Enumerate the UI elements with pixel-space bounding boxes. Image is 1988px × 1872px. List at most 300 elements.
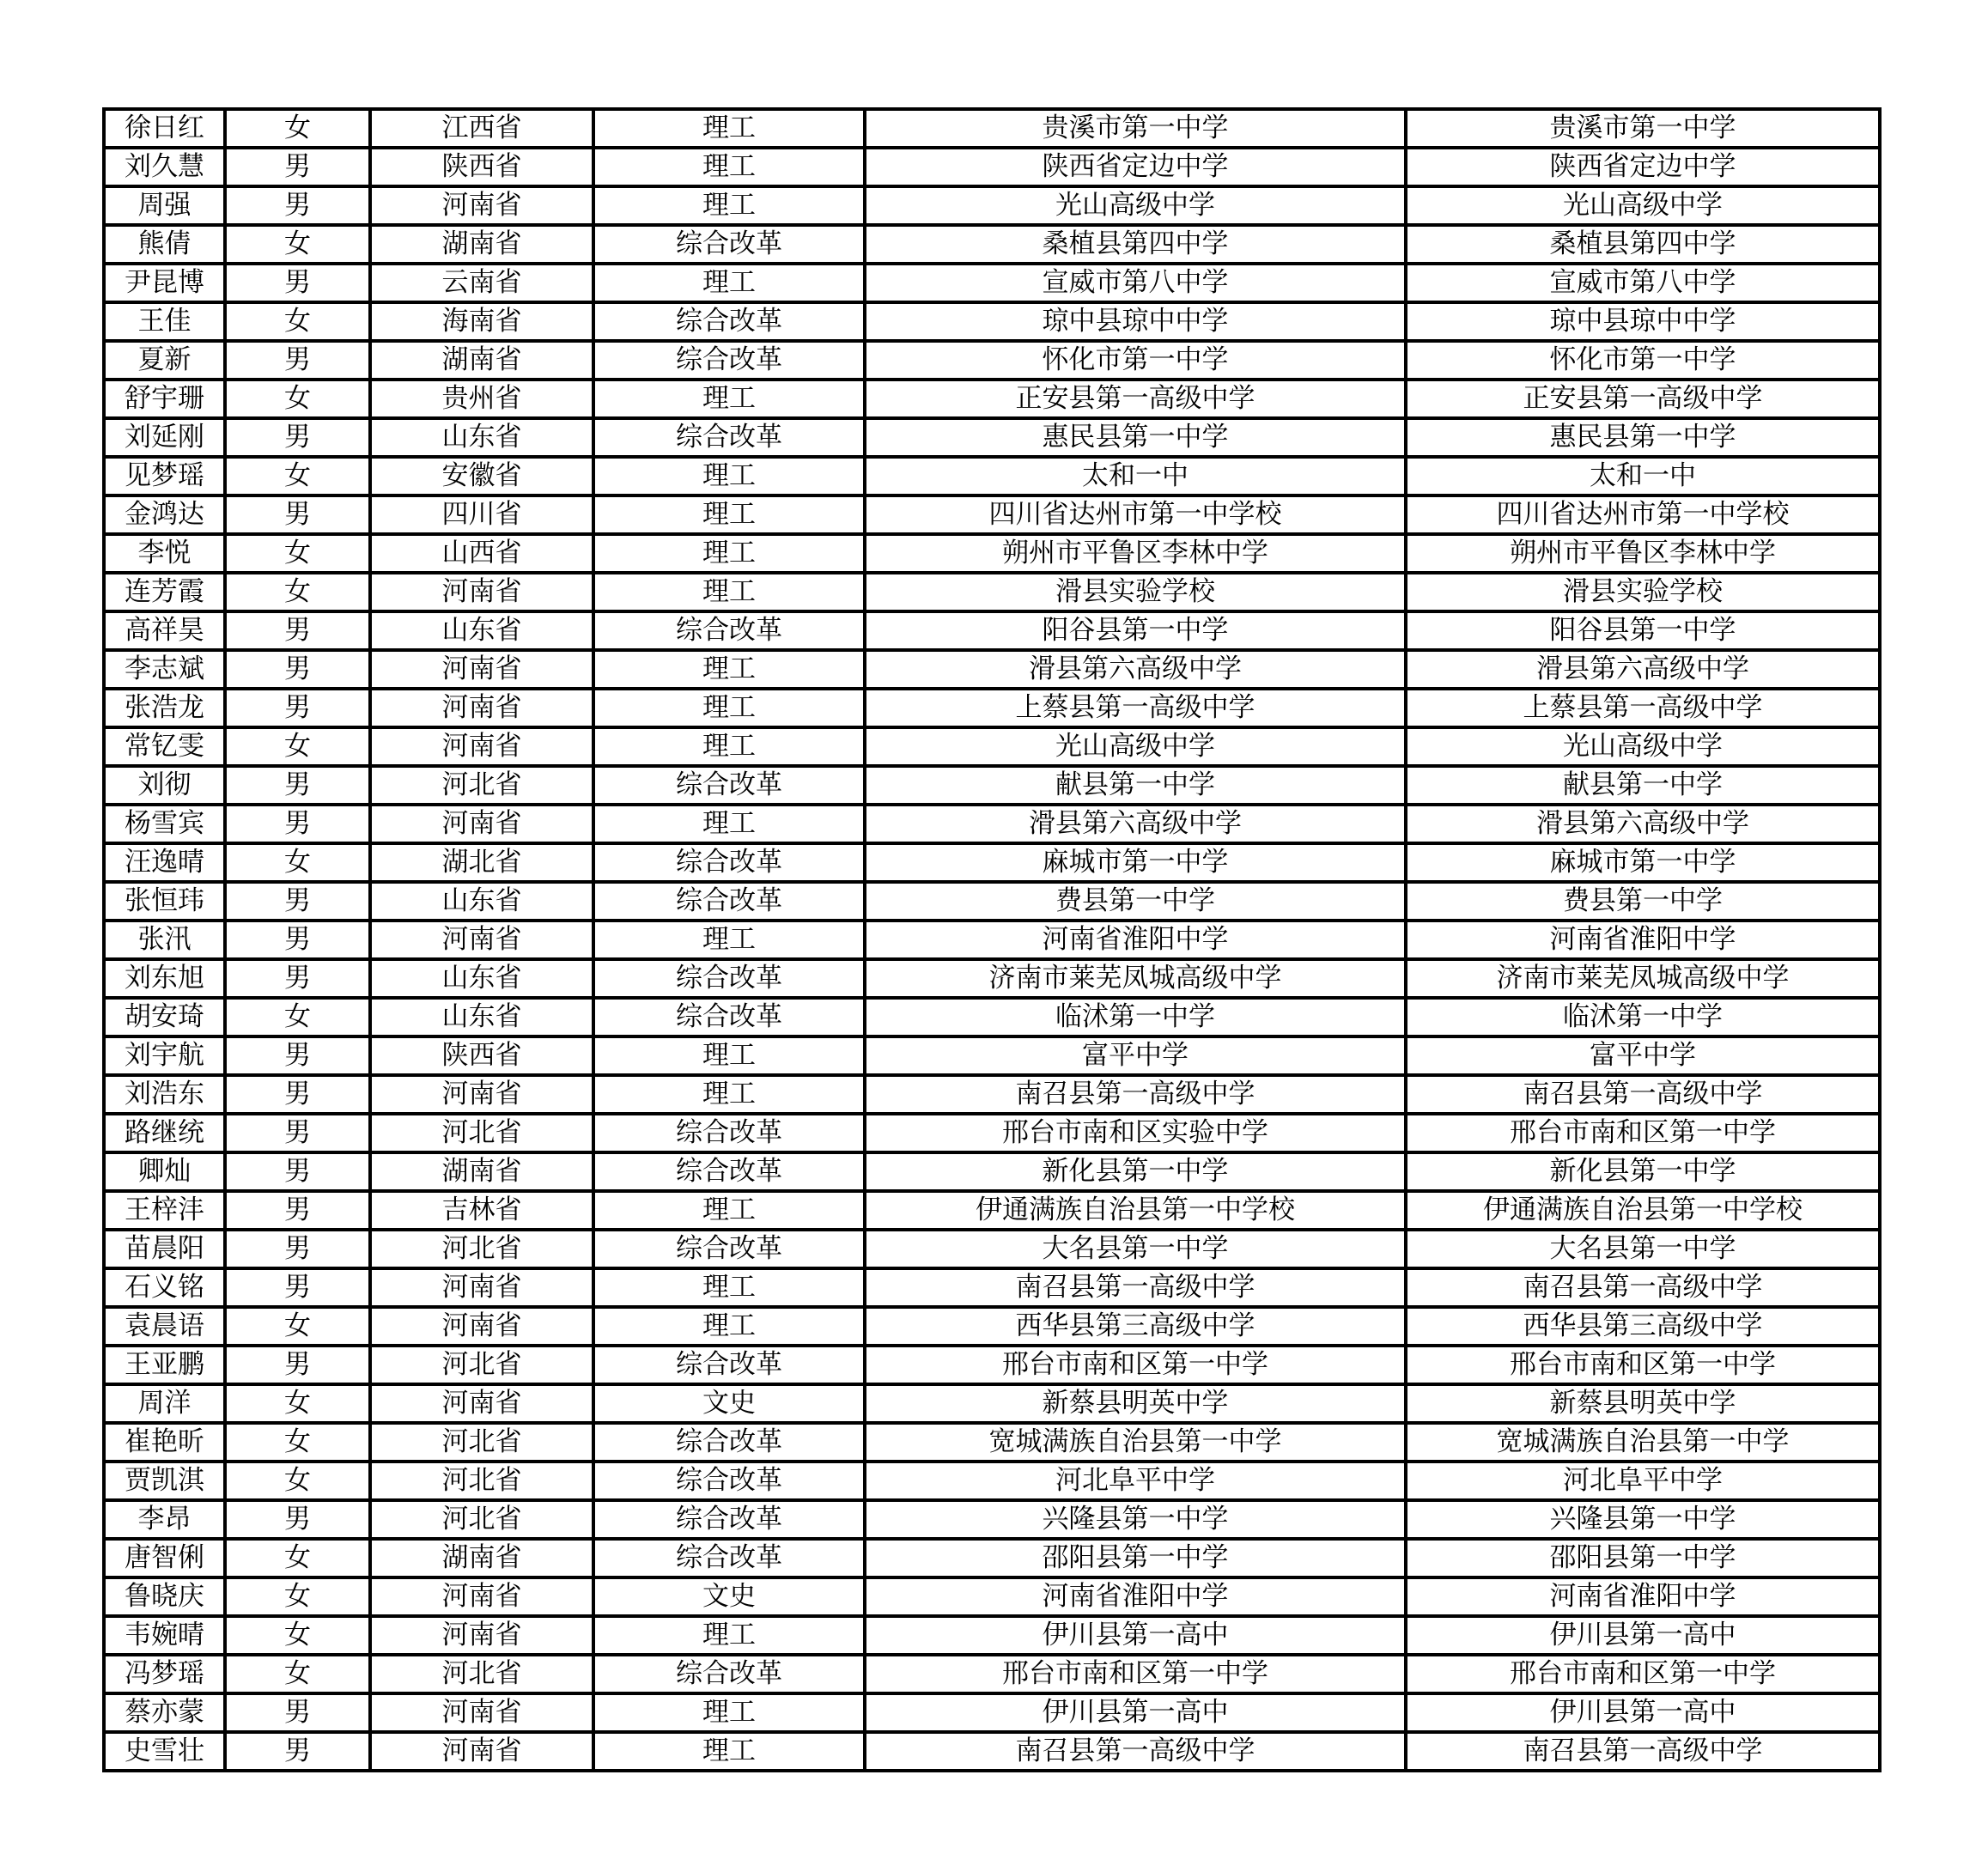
school-cell-2: 南召县第一高级中学 [1406, 1268, 1880, 1307]
school-cell-2: 四川省达州市第一中学校 [1406, 495, 1880, 534]
province-cell: 河南省 [370, 1075, 593, 1114]
name-cell: 王梓沣 [104, 1191, 225, 1230]
school-cell-2: 邢台市南和区第一中学 [1406, 1655, 1880, 1693]
school-cell-2: 怀化市第一中学 [1406, 341, 1880, 380]
school-cell: 邢台市南和区第一中学 [865, 1346, 1406, 1384]
school-cell: 富平中学 [865, 1036, 1406, 1075]
table-row [104, 689, 1880, 727]
school-cell: 费县第一中学 [865, 882, 1406, 921]
province-cell: 海南省 [370, 302, 593, 341]
province-cell: 河南省 [370, 689, 593, 727]
category-cell: 理工 [593, 727, 865, 766]
category-cell: 综合改革 [593, 1539, 865, 1577]
table-row [104, 186, 1880, 225]
province-cell: 湖南省 [370, 341, 593, 380]
gender-cell: 男 [225, 689, 370, 727]
category-cell: 理工 [593, 1732, 865, 1771]
school-cell: 临沭第一中学 [865, 998, 1406, 1036]
province-cell: 河北省 [370, 1346, 593, 1384]
province-cell: 云南省 [370, 264, 593, 302]
name-cell: 刘浩东 [104, 1075, 225, 1114]
name-cell: 金鸿达 [104, 495, 225, 534]
gender-cell: 女 [225, 380, 370, 418]
province-cell: 河北省 [370, 1230, 593, 1268]
table-row [104, 1075, 1880, 1114]
school-cell: 光山高级中学 [865, 186, 1406, 225]
table-row [104, 998, 1880, 1036]
table-row [104, 805, 1880, 843]
school-cell: 南召县第一高级中学 [865, 1732, 1406, 1771]
category-cell: 综合改革 [593, 418, 865, 457]
table-row [104, 1577, 1880, 1616]
province-cell: 湖南省 [370, 1152, 593, 1191]
province-cell: 吉林省 [370, 1191, 593, 1230]
gender-cell: 男 [225, 611, 370, 650]
name-cell: 崔艳昕 [104, 1423, 225, 1462]
school-cell: 宽城满族自治县第一中学 [865, 1423, 1406, 1462]
school-cell-2: 新化县第一中学 [1406, 1152, 1880, 1191]
category-cell: 综合改革 [593, 611, 865, 650]
gender-cell: 男 [225, 959, 370, 998]
category-cell: 理工 [593, 457, 865, 495]
name-cell: 路继统 [104, 1114, 225, 1152]
name-cell: 蔡亦蒙 [104, 1693, 225, 1732]
school-cell-2: 上蔡县第一高级中学 [1406, 689, 1880, 727]
school-cell: 伊川县第一高中 [865, 1616, 1406, 1655]
school-cell: 怀化市第一中学 [865, 341, 1406, 380]
school-cell-2: 富平中学 [1406, 1036, 1880, 1075]
gender-cell: 男 [225, 1114, 370, 1152]
table-row [104, 843, 1880, 882]
school-cell: 滑县实验学校 [865, 573, 1406, 611]
province-cell: 山东省 [370, 959, 593, 998]
category-cell: 综合改革 [593, 843, 865, 882]
name-cell: 胡安琦 [104, 998, 225, 1036]
name-cell: 李悦 [104, 534, 225, 573]
table-row [104, 573, 1880, 611]
name-cell: 刘延刚 [104, 418, 225, 457]
school-cell: 贵溪市第一中学 [865, 109, 1406, 148]
province-cell: 河北省 [370, 1114, 593, 1152]
school-cell: 滑县第六高级中学 [865, 805, 1406, 843]
name-cell: 刘东旭 [104, 959, 225, 998]
name-cell: 舒宇珊 [104, 380, 225, 418]
category-cell: 综合改革 [593, 1423, 865, 1462]
school-cell: 伊通满族自治县第一中学校 [865, 1191, 1406, 1230]
table-row [104, 1230, 1880, 1268]
category-cell: 理工 [593, 264, 865, 302]
category-cell: 理工 [593, 573, 865, 611]
name-cell: 袁晨语 [104, 1307, 225, 1346]
table-row [104, 109, 1880, 148]
school-cell-2: 滑县第六高级中学 [1406, 805, 1880, 843]
gender-cell: 女 [225, 1616, 370, 1655]
province-cell: 山东省 [370, 882, 593, 921]
name-cell: 熊倩 [104, 225, 225, 264]
gender-cell: 女 [225, 1307, 370, 1346]
name-cell: 杨雪宾 [104, 805, 225, 843]
province-cell: 河南省 [370, 1616, 593, 1655]
table-row [104, 1384, 1880, 1423]
school-cell: 河北阜平中学 [865, 1462, 1406, 1500]
province-cell: 陕西省 [370, 148, 593, 186]
category-cell: 理工 [593, 805, 865, 843]
category-cell: 综合改革 [593, 1152, 865, 1191]
category-cell: 理工 [593, 1693, 865, 1732]
name-cell: 鲁晓庆 [104, 1577, 225, 1616]
table-row [104, 1500, 1880, 1539]
school-cell-2: 大名县第一中学 [1406, 1230, 1880, 1268]
name-cell: 石义铭 [104, 1268, 225, 1307]
school-cell-2: 惠民县第一中学 [1406, 418, 1880, 457]
school-cell: 桑植县第四中学 [865, 225, 1406, 264]
name-cell: 徐日红 [104, 109, 225, 148]
table-row [104, 1693, 1880, 1732]
school-cell-2: 费县第一中学 [1406, 882, 1880, 921]
gender-cell: 男 [225, 418, 370, 457]
table-row [104, 766, 1880, 805]
gender-cell: 男 [225, 766, 370, 805]
school-cell-2: 献县第一中学 [1406, 766, 1880, 805]
gender-cell: 女 [225, 225, 370, 264]
province-cell: 河南省 [370, 921, 593, 959]
school-cell: 四川省达州市第一中学校 [865, 495, 1406, 534]
gender-cell: 女 [225, 109, 370, 148]
table-row [104, 1616, 1880, 1655]
province-cell: 湖南省 [370, 225, 593, 264]
school-cell-2: 桑植县第四中学 [1406, 225, 1880, 264]
school-cell: 阳谷县第一中学 [865, 611, 1406, 650]
name-cell: 汪逸晴 [104, 843, 225, 882]
table-row [104, 650, 1880, 689]
name-cell: 张汛 [104, 921, 225, 959]
school-cell: 献县第一中学 [865, 766, 1406, 805]
school-cell: 南召县第一高级中学 [865, 1075, 1406, 1114]
gender-cell: 男 [225, 341, 370, 380]
table-row [104, 1423, 1880, 1462]
name-cell: 张恒玮 [104, 882, 225, 921]
province-cell: 河南省 [370, 805, 593, 843]
school-cell-2: 麻城市第一中学 [1406, 843, 1880, 882]
category-cell: 理工 [593, 1075, 865, 1114]
school-cell: 西华县第三高级中学 [865, 1307, 1406, 1346]
gender-cell: 男 [225, 1346, 370, 1384]
school-cell: 麻城市第一中学 [865, 843, 1406, 882]
school-cell-2: 伊川县第一高中 [1406, 1616, 1880, 1655]
table-row [104, 1346, 1880, 1384]
table-body [104, 109, 1880, 1771]
name-cell: 韦婉晴 [104, 1616, 225, 1655]
category-cell: 理工 [593, 109, 865, 148]
gender-cell: 女 [225, 1384, 370, 1423]
province-cell: 河南省 [370, 1732, 593, 1771]
school-cell: 宣威市第八中学 [865, 264, 1406, 302]
category-cell: 理工 [593, 1268, 865, 1307]
province-cell: 河南省 [370, 573, 593, 611]
category-cell: 理工 [593, 1307, 865, 1346]
name-cell: 常钇雯 [104, 727, 225, 766]
student-list-table [102, 107, 1882, 1772]
table-row [104, 495, 1880, 534]
school-cell-2: 伊川县第一高中 [1406, 1693, 1880, 1732]
name-cell: 周洋 [104, 1384, 225, 1423]
school-cell: 正安县第一高级中学 [865, 380, 1406, 418]
gender-cell: 女 [225, 302, 370, 341]
province-cell: 山东省 [370, 998, 593, 1036]
school-cell: 新化县第一中学 [865, 1152, 1406, 1191]
gender-cell: 男 [225, 186, 370, 225]
name-cell: 李昂 [104, 1500, 225, 1539]
table-row [104, 921, 1880, 959]
province-cell: 河北省 [370, 1462, 593, 1500]
gender-cell: 女 [225, 843, 370, 882]
table-row [104, 341, 1880, 380]
province-cell: 山东省 [370, 611, 593, 650]
school-cell-2: 陕西省定边中学 [1406, 148, 1880, 186]
province-cell: 安徽省 [370, 457, 593, 495]
table-row [104, 225, 1880, 264]
category-cell: 理工 [593, 1036, 865, 1075]
category-cell: 综合改革 [593, 882, 865, 921]
table-row [104, 148, 1880, 186]
gender-cell: 女 [225, 457, 370, 495]
gender-cell: 男 [225, 148, 370, 186]
school-cell-2: 琼中县琼中中学 [1406, 302, 1880, 341]
school-cell-2: 宣威市第八中学 [1406, 264, 1880, 302]
province-cell: 河南省 [370, 1577, 593, 1616]
category-cell: 综合改革 [593, 1500, 865, 1539]
school-cell: 琼中县琼中中学 [865, 302, 1406, 341]
school-cell-2: 邵阳县第一中学 [1406, 1539, 1880, 1577]
gender-cell: 男 [225, 1268, 370, 1307]
gender-cell: 女 [225, 727, 370, 766]
school-cell-2: 河南省淮阳中学 [1406, 1577, 1880, 1616]
school-cell: 邢台市南和区实验中学 [865, 1114, 1406, 1152]
province-cell: 山东省 [370, 418, 593, 457]
table-row [104, 882, 1880, 921]
school-cell-2: 南召县第一高级中学 [1406, 1732, 1880, 1771]
school-cell-2: 河南省淮阳中学 [1406, 921, 1880, 959]
category-cell: 理工 [593, 689, 865, 727]
province-cell: 河南省 [370, 727, 593, 766]
gender-cell: 男 [225, 1230, 370, 1268]
category-cell: 综合改革 [593, 302, 865, 341]
school-cell-2: 邢台市南和区第一中学 [1406, 1346, 1880, 1384]
school-cell: 陕西省定边中学 [865, 148, 1406, 186]
table-row [104, 1191, 1880, 1230]
school-cell-2: 滑县第六高级中学 [1406, 650, 1880, 689]
province-cell: 贵州省 [370, 380, 593, 418]
province-cell: 河北省 [370, 766, 593, 805]
gender-cell: 男 [225, 1500, 370, 1539]
school-cell: 邢台市南和区第一中学 [865, 1655, 1406, 1693]
name-cell: 刘彻 [104, 766, 225, 805]
category-cell: 理工 [593, 148, 865, 186]
gender-cell: 男 [225, 1732, 370, 1771]
category-cell: 理工 [593, 534, 865, 573]
name-cell: 夏新 [104, 341, 225, 380]
category-cell: 文史 [593, 1384, 865, 1423]
gender-cell: 女 [225, 1423, 370, 1462]
school-cell-2: 阳谷县第一中学 [1406, 611, 1880, 650]
province-cell: 河南省 [370, 1693, 593, 1732]
gender-cell: 男 [225, 264, 370, 302]
gender-cell: 男 [225, 1693, 370, 1732]
school-cell: 伊川县第一高中 [865, 1693, 1406, 1732]
category-cell: 综合改革 [593, 341, 865, 380]
province-cell: 河北省 [370, 1655, 593, 1693]
school-cell: 滑县第六高级中学 [865, 650, 1406, 689]
table-row [104, 1732, 1880, 1771]
category-cell: 理工 [593, 1616, 865, 1655]
province-cell: 江西省 [370, 109, 593, 148]
gender-cell: 女 [225, 1577, 370, 1616]
category-cell: 理工 [593, 1191, 865, 1230]
school-cell: 上蔡县第一高级中学 [865, 689, 1406, 727]
province-cell: 河南省 [370, 1307, 593, 1346]
table-row [104, 418, 1880, 457]
school-cell: 邵阳县第一中学 [865, 1539, 1406, 1577]
gender-cell: 女 [225, 998, 370, 1036]
category-cell: 理工 [593, 921, 865, 959]
school-cell-2: 宽城满族自治县第一中学 [1406, 1423, 1880, 1462]
gender-cell: 男 [225, 1075, 370, 1114]
name-cell: 卿灿 [104, 1152, 225, 1191]
name-cell: 连芳霞 [104, 573, 225, 611]
province-cell: 湖北省 [370, 843, 593, 882]
table-row [104, 1539, 1880, 1577]
name-cell: 尹昆博 [104, 264, 225, 302]
school-cell-2: 光山高级中学 [1406, 186, 1880, 225]
province-cell: 河南省 [370, 650, 593, 689]
name-cell: 冯梦瑶 [104, 1655, 225, 1693]
name-cell: 刘宇航 [104, 1036, 225, 1075]
gender-cell: 男 [225, 1191, 370, 1230]
province-cell: 河南省 [370, 1268, 593, 1307]
name-cell: 苗晨阳 [104, 1230, 225, 1268]
school-cell: 太和一中 [865, 457, 1406, 495]
category-cell: 综合改革 [593, 766, 865, 805]
table-row [104, 534, 1880, 573]
table-row [104, 1036, 1880, 1075]
gender-cell: 女 [225, 1655, 370, 1693]
gender-cell: 男 [225, 1152, 370, 1191]
school-cell-2: 兴隆县第一中学 [1406, 1500, 1880, 1539]
name-cell: 张浩龙 [104, 689, 225, 727]
school-cell: 新蔡县明英中学 [865, 1384, 1406, 1423]
province-cell: 河南省 [370, 1384, 593, 1423]
province-cell: 四川省 [370, 495, 593, 534]
school-cell: 兴隆县第一中学 [865, 1500, 1406, 1539]
category-cell: 理工 [593, 650, 865, 689]
table-row [104, 1114, 1880, 1152]
gender-cell: 女 [225, 534, 370, 573]
category-cell: 理工 [593, 380, 865, 418]
category-cell: 综合改革 [593, 1230, 865, 1268]
school-cell: 河南省淮阳中学 [865, 1577, 1406, 1616]
table-row [104, 1462, 1880, 1500]
gender-cell: 女 [225, 1539, 370, 1577]
category-cell: 综合改革 [593, 1655, 865, 1693]
name-cell: 周强 [104, 186, 225, 225]
name-cell: 刘久慧 [104, 148, 225, 186]
name-cell: 史雪壮 [104, 1732, 225, 1771]
gender-cell: 女 [225, 573, 370, 611]
school-cell: 惠民县第一中学 [865, 418, 1406, 457]
name-cell: 王亚鹏 [104, 1346, 225, 1384]
province-cell: 河北省 [370, 1423, 593, 1462]
school-cell: 济南市莱芜凤城高级中学 [865, 959, 1406, 998]
school-cell-2: 新蔡县明英中学 [1406, 1384, 1880, 1423]
table-row [104, 1152, 1880, 1191]
table-row [104, 1268, 1880, 1307]
name-cell: 高祥昊 [104, 611, 225, 650]
name-cell: 见梦瑶 [104, 457, 225, 495]
category-cell: 理工 [593, 186, 865, 225]
gender-cell: 男 [225, 805, 370, 843]
province-cell: 陕西省 [370, 1036, 593, 1075]
gender-cell: 男 [225, 921, 370, 959]
table-row [104, 1655, 1880, 1693]
school-cell-2: 朔州市平鲁区李林中学 [1406, 534, 1880, 573]
gender-cell: 男 [225, 1036, 370, 1075]
table-row [104, 959, 1880, 998]
school-cell-2: 南召县第一高级中学 [1406, 1075, 1880, 1114]
table-row [104, 457, 1880, 495]
name-cell: 王佳 [104, 302, 225, 341]
province-cell: 河北省 [370, 1500, 593, 1539]
school-cell-2: 西华县第三高级中学 [1406, 1307, 1880, 1346]
school-cell-2: 临沭第一中学 [1406, 998, 1880, 1036]
category-cell: 综合改革 [593, 1346, 865, 1384]
gender-cell: 男 [225, 650, 370, 689]
school-cell: 朔州市平鲁区李林中学 [865, 534, 1406, 573]
table-row [104, 264, 1880, 302]
category-cell: 综合改革 [593, 959, 865, 998]
school-cell-2: 太和一中 [1406, 457, 1880, 495]
school-cell-2: 滑县实验学校 [1406, 573, 1880, 611]
province-cell: 山西省 [370, 534, 593, 573]
category-cell: 理工 [593, 495, 865, 534]
school-cell: 南召县第一高级中学 [865, 1268, 1406, 1307]
school-cell-2: 正安县第一高级中学 [1406, 380, 1880, 418]
school-cell: 大名县第一中学 [865, 1230, 1406, 1268]
category-cell: 综合改革 [593, 1462, 865, 1500]
table-row [104, 727, 1880, 766]
school-cell-2: 光山高级中学 [1406, 727, 1880, 766]
category-cell: 文史 [593, 1577, 865, 1616]
gender-cell: 男 [225, 495, 370, 534]
province-cell: 河南省 [370, 186, 593, 225]
name-cell: 贾凯淇 [104, 1462, 225, 1500]
province-cell: 湖南省 [370, 1539, 593, 1577]
school-cell-2: 贵溪市第一中学 [1406, 109, 1880, 148]
name-cell: 李志斌 [104, 650, 225, 689]
name-cell: 唐智俐 [104, 1539, 225, 1577]
gender-cell: 男 [225, 882, 370, 921]
table-row [104, 302, 1880, 341]
school-cell-2: 伊通满族自治县第一中学校 [1406, 1191, 1880, 1230]
table-row [104, 611, 1880, 650]
category-cell: 综合改革 [593, 998, 865, 1036]
school-cell-2: 济南市莱芜凤城高级中学 [1406, 959, 1880, 998]
school-cell: 光山高级中学 [865, 727, 1406, 766]
category-cell: 综合改革 [593, 1114, 865, 1152]
table-row [104, 380, 1880, 418]
category-cell: 综合改革 [593, 225, 865, 264]
school-cell-2: 邢台市南和区第一中学 [1406, 1114, 1880, 1152]
table-row [104, 1307, 1880, 1346]
